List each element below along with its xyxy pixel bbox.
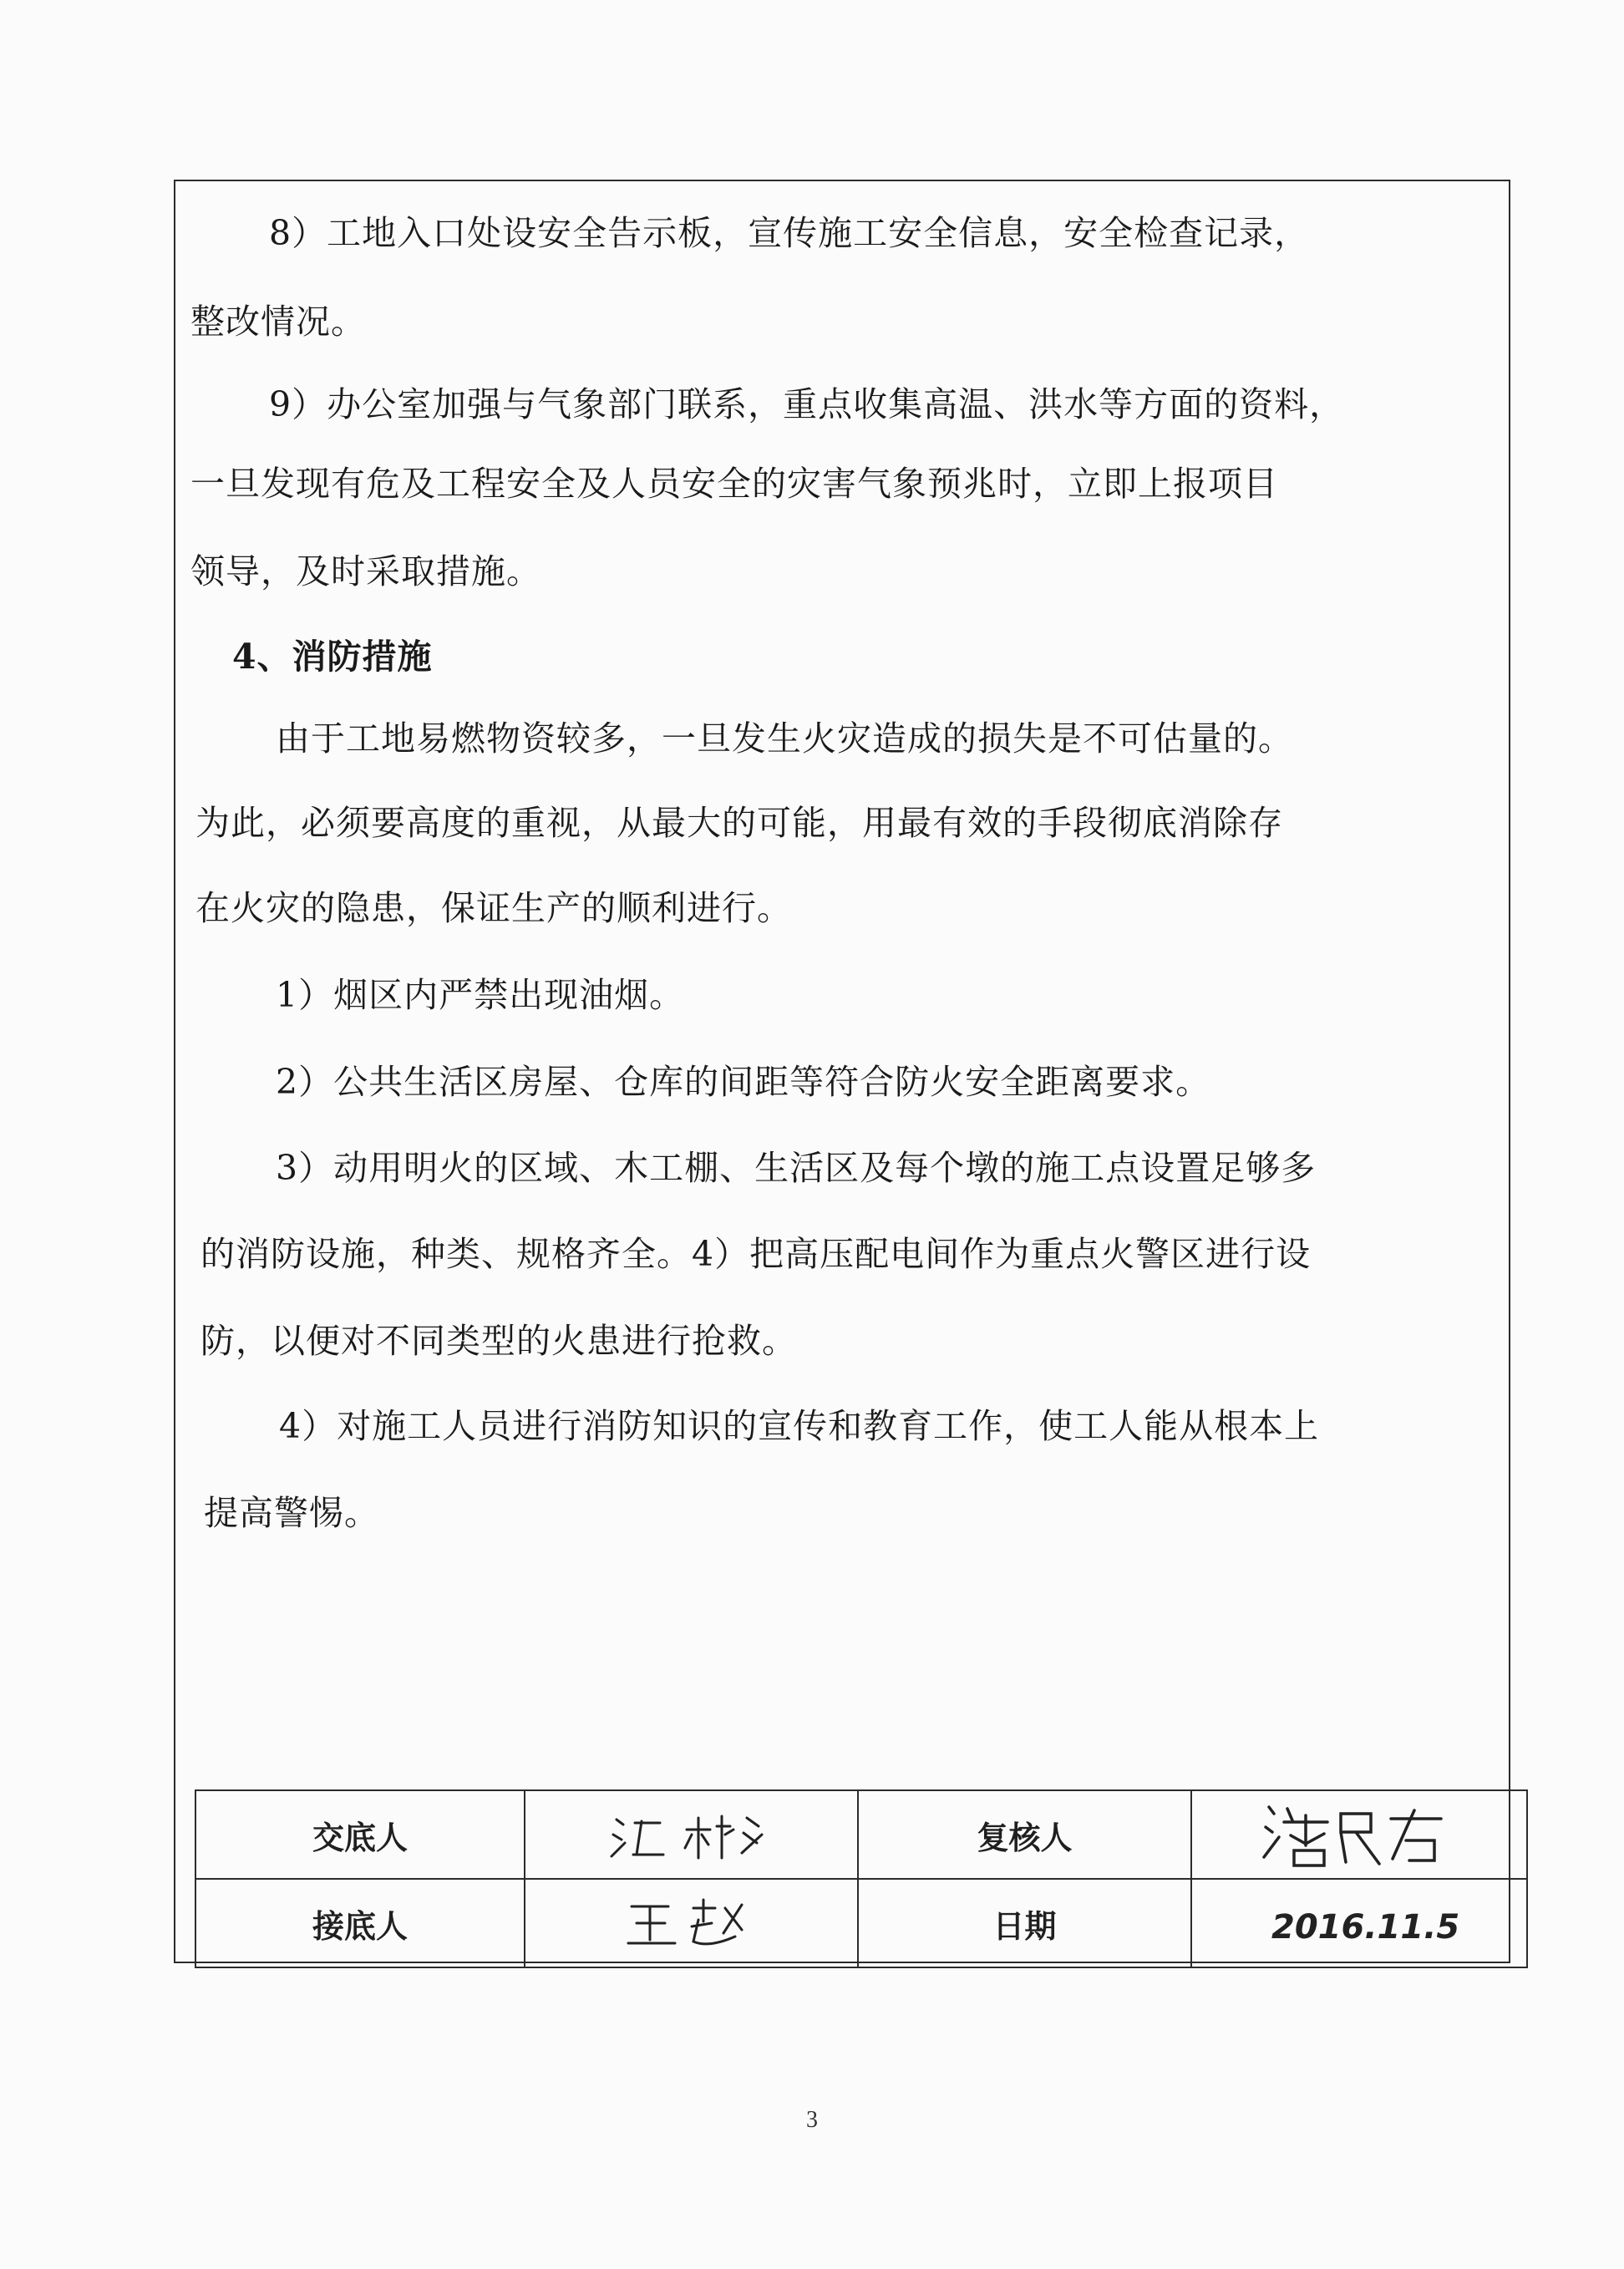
paragraph-item-8-line2: 整改情况。	[190, 302, 366, 342]
date-value: 2016.11.5	[1271, 1908, 1460, 1947]
receiver-signature-image	[608, 1890, 775, 1957]
paragraph-item-9-line2: 一旦发现有危及工程安全及人员安全的灾害气象预兆时，立即上报项目	[190, 464, 1278, 504]
handover-label: 交底人	[195, 1790, 525, 1879]
paragraph-fire-item-4-line2: 提高警惕。	[204, 1493, 379, 1533]
reviewer-label: 复核人	[858, 1790, 1191, 1879]
paragraph-fire-item-3-line3: 防，以便对不同类型的火患进行抢救。	[200, 1321, 797, 1361]
paragraph-fire-item-4-line1: 4）对施工人员进行消防知识的宣传和教育工作，使工人能从根本上	[279, 1406, 1320, 1446]
paragraph-fire-item-2: 2）公共生活区房屋、仓库的间距等符合防火安全距离要求。	[276, 1062, 1211, 1102]
section-heading-fire-protection: 4、消防措施	[232, 637, 433, 677]
paragraph-intro-line2: 为此，必须要高度的重视，从最大的可能，用最有效的手段彻底消除存	[195, 803, 1283, 843]
paragraph-item-9-line3: 领导，及时采取措施。	[190, 551, 541, 591]
signature-row-2	[195, 1879, 1527, 1967]
page-number: 3	[806, 2107, 818, 2133]
signature-row-1	[195, 1790, 1527, 1879]
paragraph-fire-item-3-line1: 3）动用明火的区域、木工棚、生活区及每个墩的施工点设置足够多	[276, 1148, 1317, 1188]
paragraph-item-9-line1: 9）办公室加强与气象部门联系，重点收集高温、洪水等方面的资料，	[269, 384, 1345, 424]
handover-signature	[525, 1790, 858, 1879]
date-label: 日期	[858, 1879, 1191, 1967]
date-cell	[1191, 1879, 1527, 1967]
date-handwritten-image	[1255, 1890, 1464, 1957]
receiver-signature	[525, 1879, 858, 1967]
paragraph-intro-line3: 在火灾的隐患，保证生产的顺利进行。	[195, 888, 792, 928]
signature-table	[195, 1789, 1528, 1968]
paragraph-intro-line1: 由于工地易燃物资较多，一旦发生火灾造成的损失是不可估量的。	[276, 718, 1293, 759]
paragraph-item-8-line1: 8）工地入口处设安全告示板，宣传施工安全信息，安全检查记录，	[269, 213, 1310, 253]
paragraph-fire-item-3-line2: 的消防设施，种类、规格齐全。4）把高压配电间作为重点火警区进行设	[200, 1234, 1312, 1274]
receiver-label: 接底人	[195, 1879, 525, 1967]
reviewer-signature	[1191, 1790, 1527, 1879]
handover-signature-image	[600, 1801, 784, 1868]
paragraph-fire-item-1: 1）烟区内严禁出现油烟。	[276, 975, 685, 1015]
reviewer-signature-image	[1251, 1797, 1468, 1872]
